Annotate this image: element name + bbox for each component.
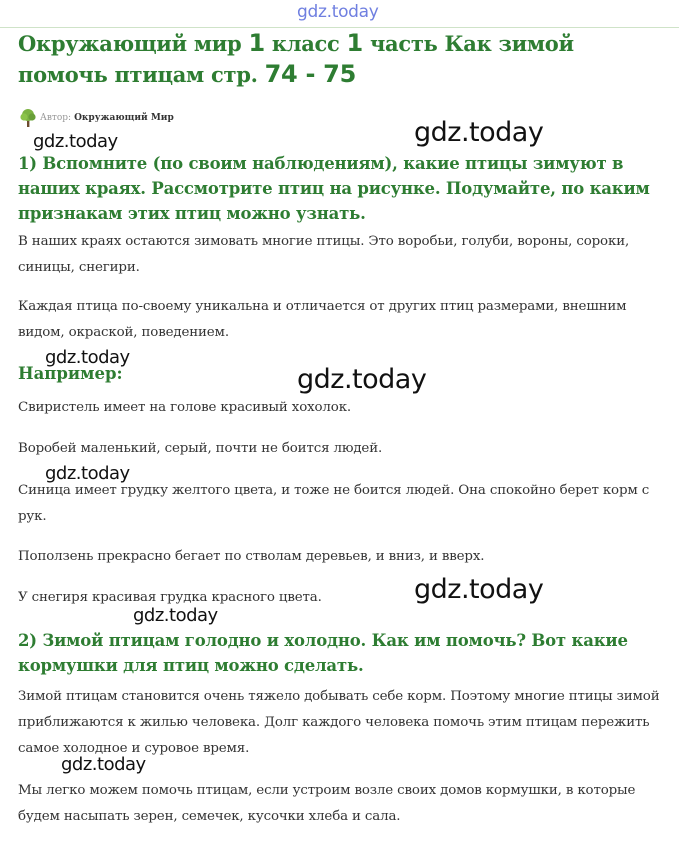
watermark: gdz.today: [414, 574, 544, 605]
example-item: Воробей маленький, серый, почти не боится людей.: [18, 441, 383, 456]
answer-paragraph: Зимой птицам становится очень тяжело добывать себе корм. Поэтому многие птицы зимой приближаются к жилью человека. Долг каждого человека помочь этим птицам пережить самое холодное и суровое время.: [18, 689, 660, 756]
example-item: Свиристель имеет на голове красивый хохолок.: [18, 400, 352, 415]
watermark: gdz.today: [61, 754, 146, 775]
author-label: Автор:: [40, 113, 72, 123]
site-header: [0, 0, 679, 28]
watermark: gdz.today: [133, 605, 218, 626]
watermark: gdz.today: [45, 463, 130, 484]
watermark: gdz.today: [414, 117, 544, 148]
example-item: У снегиря красивая грудка красного цвета.: [18, 590, 322, 605]
tree-icon: [18, 108, 38, 128]
title-text-1: Окружающий мир: [18, 31, 249, 56]
watermark: gdz.today: [45, 347, 130, 368]
watermark: gdz.today: [33, 131, 118, 152]
example-label: Например:: [18, 364, 123, 383]
answer-paragraph: Каждая птица по-своему уникальна и отличается от других птиц размерами, внешним видом, окраской, поведением.: [18, 299, 627, 340]
question-1-heading: 1) Вспомните (по своим наблюдениям), какие птицы зимуют в наших краях. Рассмотрите птиц на рисунке. Подумайте, по каким признакам этих птиц можно узнать.: [18, 154, 650, 223]
title-text-2: класс: [264, 31, 347, 56]
answer-paragraph: В наших краях остаются зимовать многие птицы. Это воробьи, голуби, вороны, сороки, синицы, снегири.: [18, 234, 630, 275]
author-line: [18, 108, 174, 128]
title-part-number: 1: [346, 29, 363, 57]
title-text-3: часть Как зимой помочь птицам стр.: [18, 31, 574, 87]
example-item: Синица имеет грудку желтого цвета, и тоже не боится людей. Она спокойно берет корм с рук.: [18, 483, 650, 524]
title-pages: 74 - 75: [264, 60, 356, 88]
question-2-heading: 2) Зимой птицам голодно и холодно. Как им помочь? Вот какие кормушки для птиц можно сделать.: [18, 631, 628, 675]
page-title: [18, 28, 668, 90]
answer-paragraph: Мы легко можем помочь птицам, если устроим возле своих домов кормушки, в которые будем насыпать зерен, семечек, кусочки хлеба и сала.: [18, 783, 636, 824]
title-grade: 1: [248, 29, 265, 57]
author-name[interactable]: Окружающий Мир: [74, 113, 174, 123]
watermark: gdz.today: [297, 364, 427, 395]
site-logo[interactable]: gdz.today: [297, 2, 379, 22]
example-item: Поползень прекрасно бегает по стволам деревьев, и вниз, и вверх.: [18, 549, 485, 564]
